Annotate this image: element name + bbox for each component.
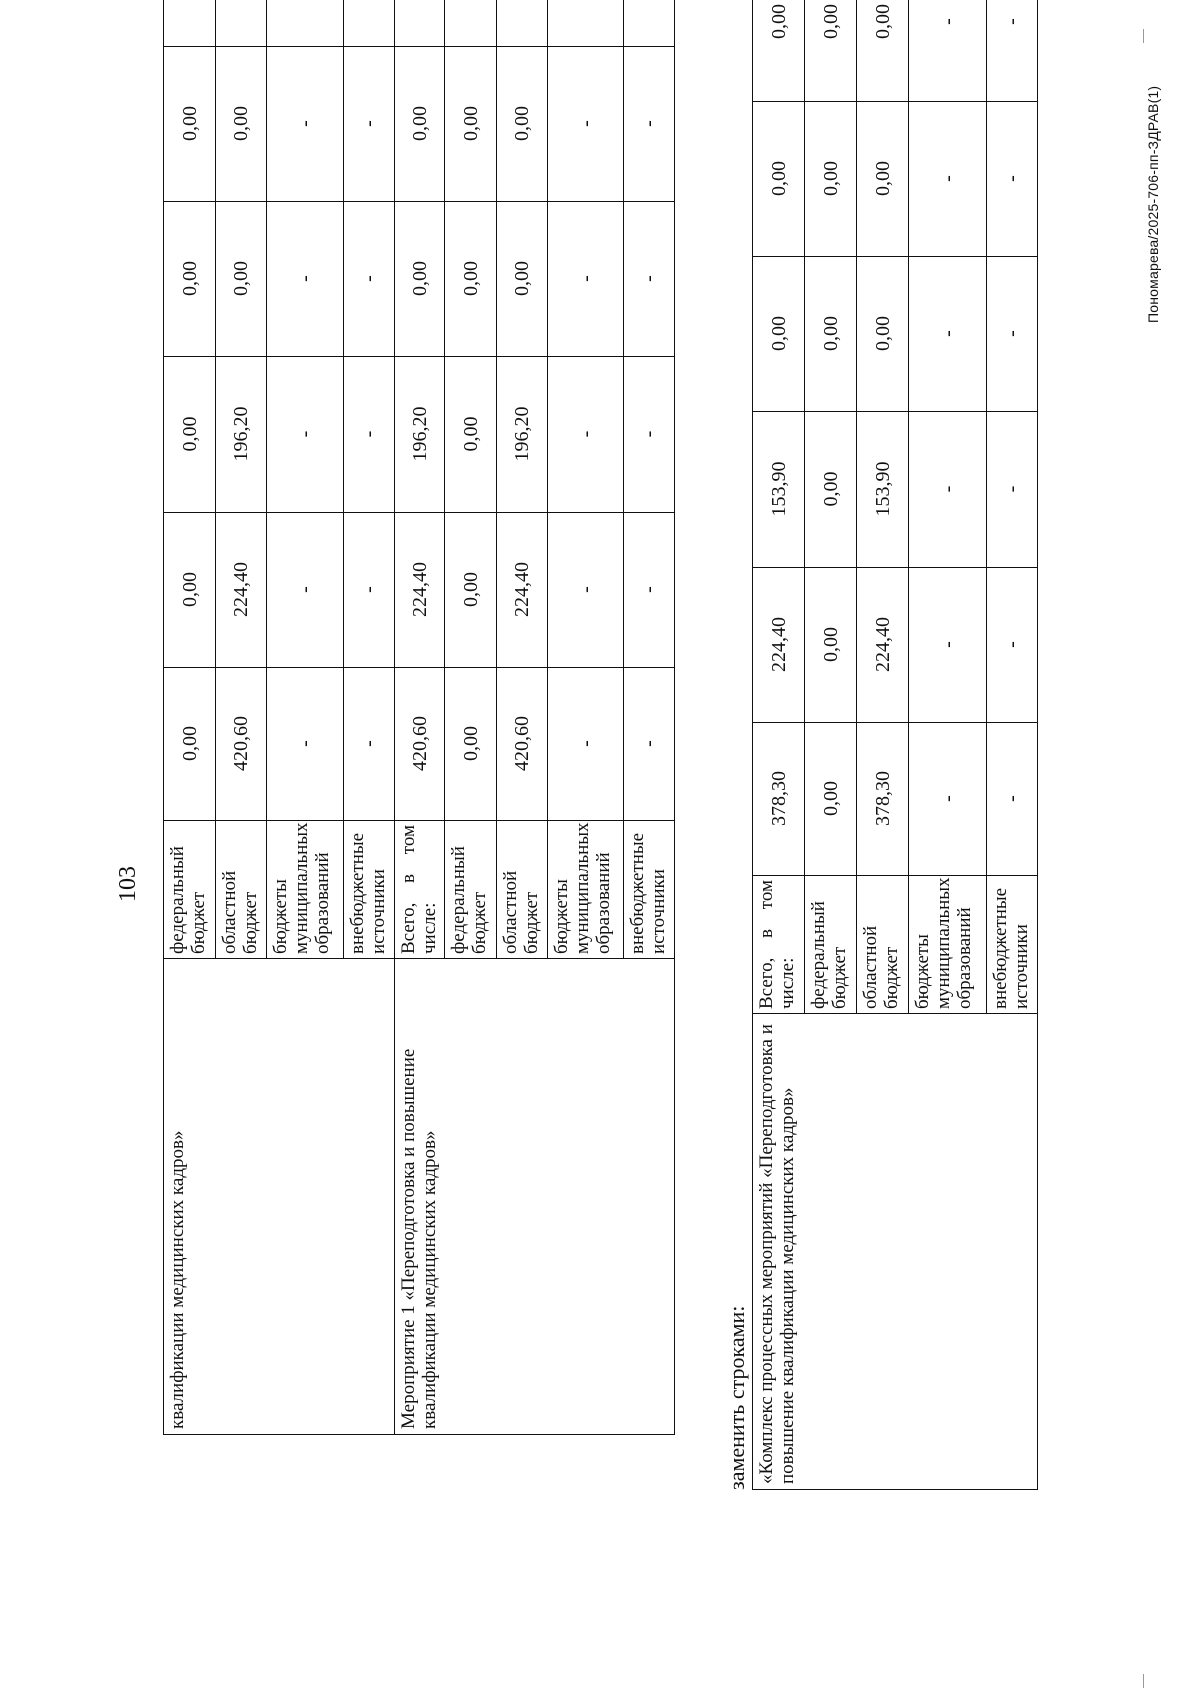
table-new-rows	[752, 0, 1038, 1490]
value-cell: -	[548, 357, 624, 513]
event-name-cell: Мероприятие 1 «Переподготовка и повышение квалификации медицинских кадров»	[395, 959, 675, 1435]
value-cell: 420,60	[395, 668, 445, 821]
total-rest-word: числе:	[777, 957, 798, 1009]
value-cell: 224,40	[753, 568, 805, 723]
value-cell: 0,00	[445, 202, 497, 357]
funding-source-cell: федеральный бюджет	[164, 821, 216, 959]
value-cell: -	[267, 357, 344, 513]
total-mid-word: в	[398, 873, 419, 883]
value-cell: -	[548, 47, 624, 202]
value-cell: 0,00	[753, 257, 805, 412]
value-cell: -	[344, 513, 395, 668]
value-cell	[164, 0, 216, 47]
value-cell	[497, 0, 548, 47]
funding-source-cell: бюджеты муниципальных образований	[267, 821, 344, 959]
value-cell: 0,00	[164, 668, 216, 821]
value-cell: -	[624, 202, 675, 357]
page-number: 103	[115, 866, 141, 902]
value-cell: 196,20	[497, 357, 548, 513]
value-cell: 153,90	[753, 412, 805, 568]
funding-source-cell: федеральный бюджет	[805, 876, 857, 1014]
value-cell	[624, 0, 675, 47]
value-cell: -	[344, 357, 395, 513]
value-cell: -	[909, 102, 987, 257]
event-name-cell: квалификации медицинских кадров»	[164, 959, 395, 1435]
value-cell: -	[624, 513, 675, 668]
value-cell: 0,00	[445, 668, 497, 821]
funding-source-cell: областной бюджет	[497, 821, 548, 959]
value-cell	[216, 0, 267, 47]
funding-source-cell: бюджеты муниципальных образований	[548, 821, 624, 959]
value-cell: 153,90	[857, 412, 909, 568]
value-cell: 224,40	[395, 513, 445, 668]
value-cell: 0,00	[497, 47, 548, 202]
funding-source-cell	[753, 876, 805, 1014]
value-cell: -	[624, 47, 675, 202]
value-cell: -	[987, 257, 1038, 412]
value-cell: 0,00	[164, 47, 216, 202]
value-cell: 378,30	[753, 723, 805, 876]
value-cell: 0,00	[857, 102, 909, 257]
total-rest-word: числе:	[419, 902, 440, 954]
total-right-word: том	[756, 880, 777, 910]
value-cell	[267, 0, 344, 47]
value-cell: 0,00	[805, 723, 857, 876]
event-name-cell: «Комплекс процессных мероприятий «Переподготовка и повышение квалификации медицинских кадров»	[753, 1014, 1038, 1490]
value-cell: 0,00	[216, 202, 267, 357]
funding-source-cell: внебюджетные источники	[624, 821, 675, 959]
value-cell: -	[344, 202, 395, 357]
value-cell: -	[987, 0, 1038, 102]
scan-margin-mark	[1143, 1674, 1144, 1688]
value-cell: 0,00	[805, 257, 857, 412]
scan-margin-mark	[1143, 29, 1144, 43]
value-cell: -	[624, 357, 675, 513]
value-cell: -	[909, 723, 987, 876]
value-cell: 196,20	[395, 357, 445, 513]
funding-source-cell: областной бюджет	[857, 876, 909, 1014]
value-cell: 224,40	[857, 568, 909, 723]
funding-source-cell: внебюджетные источники	[344, 821, 395, 959]
value-cell	[445, 0, 497, 47]
value-cell: -	[909, 568, 987, 723]
value-cell: 0,00	[857, 0, 909, 102]
replace-heading: заменить строками:	[724, 1305, 749, 1490]
value-cell: -	[987, 723, 1038, 876]
value-cell: 0,00	[805, 412, 857, 568]
value-cell: 0,00	[805, 568, 857, 723]
total-mid-word: в	[756, 928, 777, 938]
value-cell: 0,00	[753, 102, 805, 257]
value-cell: 0,00	[805, 102, 857, 257]
value-cell: -	[344, 47, 395, 202]
value-cell: -	[909, 412, 987, 568]
value-cell: 0,00	[445, 513, 497, 668]
value-cell: 0,00	[164, 357, 216, 513]
value-cell: 196,20	[216, 357, 267, 513]
value-cell: -	[987, 102, 1038, 257]
value-cell	[344, 0, 395, 47]
funding-source-cell: бюджеты муниципальных образований	[909, 876, 987, 1014]
table-old-rows	[163, 0, 675, 1435]
value-cell: -	[987, 412, 1038, 568]
funding-source-cell: федеральный бюджет	[445, 821, 497, 959]
value-cell: 0,00	[445, 47, 497, 202]
total-word: Всего,	[398, 902, 419, 954]
value-cell: 224,40	[497, 513, 548, 668]
funding-source-cell	[395, 821, 445, 959]
total-including-line	[398, 825, 419, 954]
table-row	[753, 0, 805, 1490]
value-cell: -	[267, 47, 344, 202]
value-cell: 0,00	[395, 47, 445, 202]
value-cell: 420,60	[216, 668, 267, 821]
value-cell: -	[548, 202, 624, 357]
value-cell: 0,00	[753, 0, 805, 102]
value-cell: -	[267, 513, 344, 668]
value-cell: 0,00	[497, 202, 548, 357]
value-cell: 0,00	[164, 513, 216, 668]
value-cell: 0,00	[216, 47, 267, 202]
table-row	[164, 0, 216, 1435]
value-cell: 420,60	[497, 668, 548, 821]
value-cell: 378,30	[857, 723, 909, 876]
value-cell: 0,00	[805, 0, 857, 102]
value-cell: -	[267, 202, 344, 357]
value-cell	[395, 0, 445, 47]
value-cell: -	[909, 0, 987, 102]
value-cell: -	[548, 668, 624, 821]
value-cell: -	[267, 668, 344, 821]
value-cell	[548, 0, 624, 47]
value-cell: 0,00	[164, 202, 216, 357]
document-code: Пономарева/2025-706-пп-ЗДРАВ(1)	[1145, 85, 1161, 323]
table-row	[395, 0, 445, 1435]
funding-source-cell: внебюджетные источники	[987, 876, 1038, 1014]
value-cell: 0,00	[445, 357, 497, 513]
funding-source-cell: областной бюджет	[216, 821, 267, 959]
value-cell: 0,00	[857, 257, 909, 412]
value-cell: 0,00	[395, 202, 445, 357]
value-cell: -	[624, 668, 675, 821]
value-cell: 224,40	[216, 513, 267, 668]
total-right-word: том	[398, 825, 419, 855]
value-cell: -	[987, 568, 1038, 723]
value-cell: -	[344, 668, 395, 821]
value-cell: -	[909, 257, 987, 412]
total-including-line	[756, 880, 777, 1009]
total-word: Всего,	[756, 957, 777, 1009]
value-cell: -	[548, 513, 624, 668]
